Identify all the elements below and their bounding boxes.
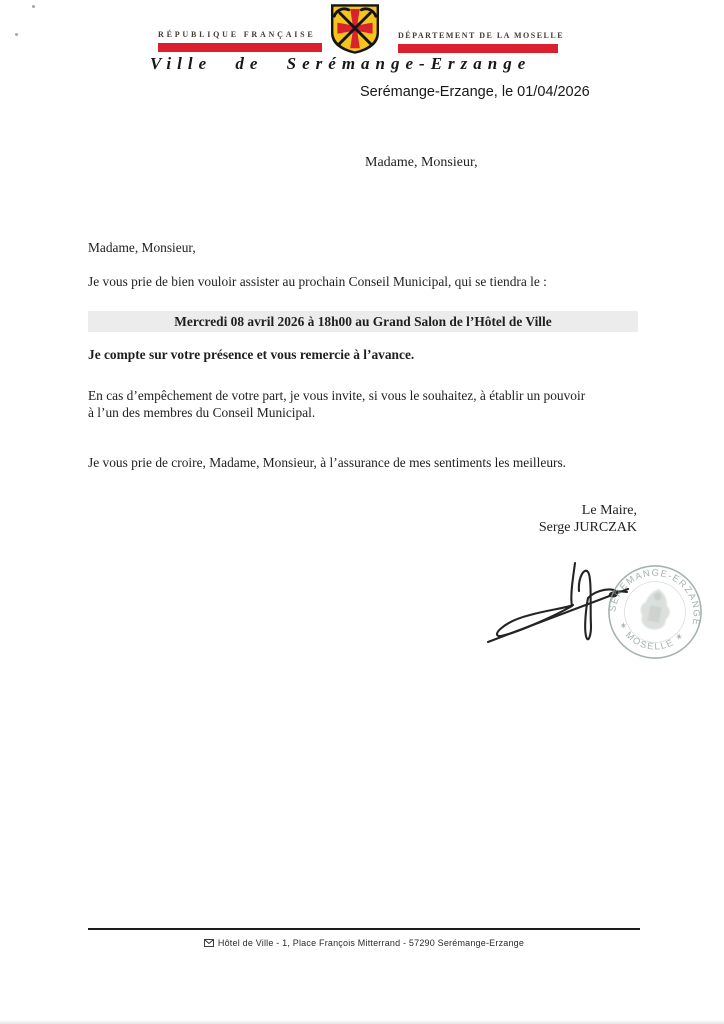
- meeting-date-highlight: Mercredi 08 avril 2026 à 18h00 au Grand Salon de l’Hôtel de Ville: [88, 311, 638, 332]
- footer-address: Hôtel de Ville - 1, Place François Mitterrand - 57290 Serémange-Erzange: [217, 938, 525, 948]
- presence-emphasis: Je compte sur votre présence et vous remercie à l’avance.: [88, 347, 415, 362]
- signature-block: [539, 503, 637, 536]
- dateline: Serémange-Erzange, le 01/04/2026: [360, 84, 590, 100]
- city-coat-of-arms-icon: [327, 2, 383, 56]
- departement-moselle-label: DÉPARTEMENT DE LA MOSELLE: [398, 31, 565, 40]
- red-bar-right: [398, 44, 558, 53]
- municipal-stamp: [598, 555, 712, 669]
- pouvoir-paragraph: [88, 388, 585, 421]
- footer-divider: [88, 928, 640, 930]
- mayor-title: Le Maire,: [581, 503, 637, 518]
- body-intro: Je vous prie de bien vouloir assister au prochain Conseil Municipal, qui se tiendra le :: [88, 274, 547, 289]
- envelope-icon: [204, 939, 214, 947]
- body-salutation: Madame, Monsieur,: [88, 240, 196, 255]
- scan-bottom-edge: [0, 1020, 724, 1024]
- closing-sentence: Je vous prie de croire, Madame, Monsieur, à l’assurance de mes sentiments les meilleurs.: [88, 455, 567, 470]
- pouvoir-line-2: à l’un des membres du Conseil Municipal.: [88, 404, 316, 420]
- scan-speck: [15, 33, 18, 36]
- mayor-name: Serge JURCZAK: [538, 519, 637, 535]
- scan-speck: [32, 5, 35, 8]
- city-title: Ville de Serémange-Erzange: [150, 54, 532, 73]
- pouvoir-line-1: En cas d’empêchement de votre part, je vous invite, si vous le souhaitez, à établir un pouvoir: [88, 388, 586, 403]
- recipient-salutation: Madame, Monsieur,: [365, 155, 478, 170]
- footer-address-row: [88, 938, 640, 948]
- stamp-top-text: SEREMANGE-ERZANGE: [607, 567, 702, 628]
- stamp-bottom-text: ✶ MOSELLE ✶: [616, 619, 687, 652]
- red-bar-left: [158, 43, 322, 52]
- republique-francaise-label: RÉPUBLIQUE FRANÇAISE: [158, 30, 316, 39]
